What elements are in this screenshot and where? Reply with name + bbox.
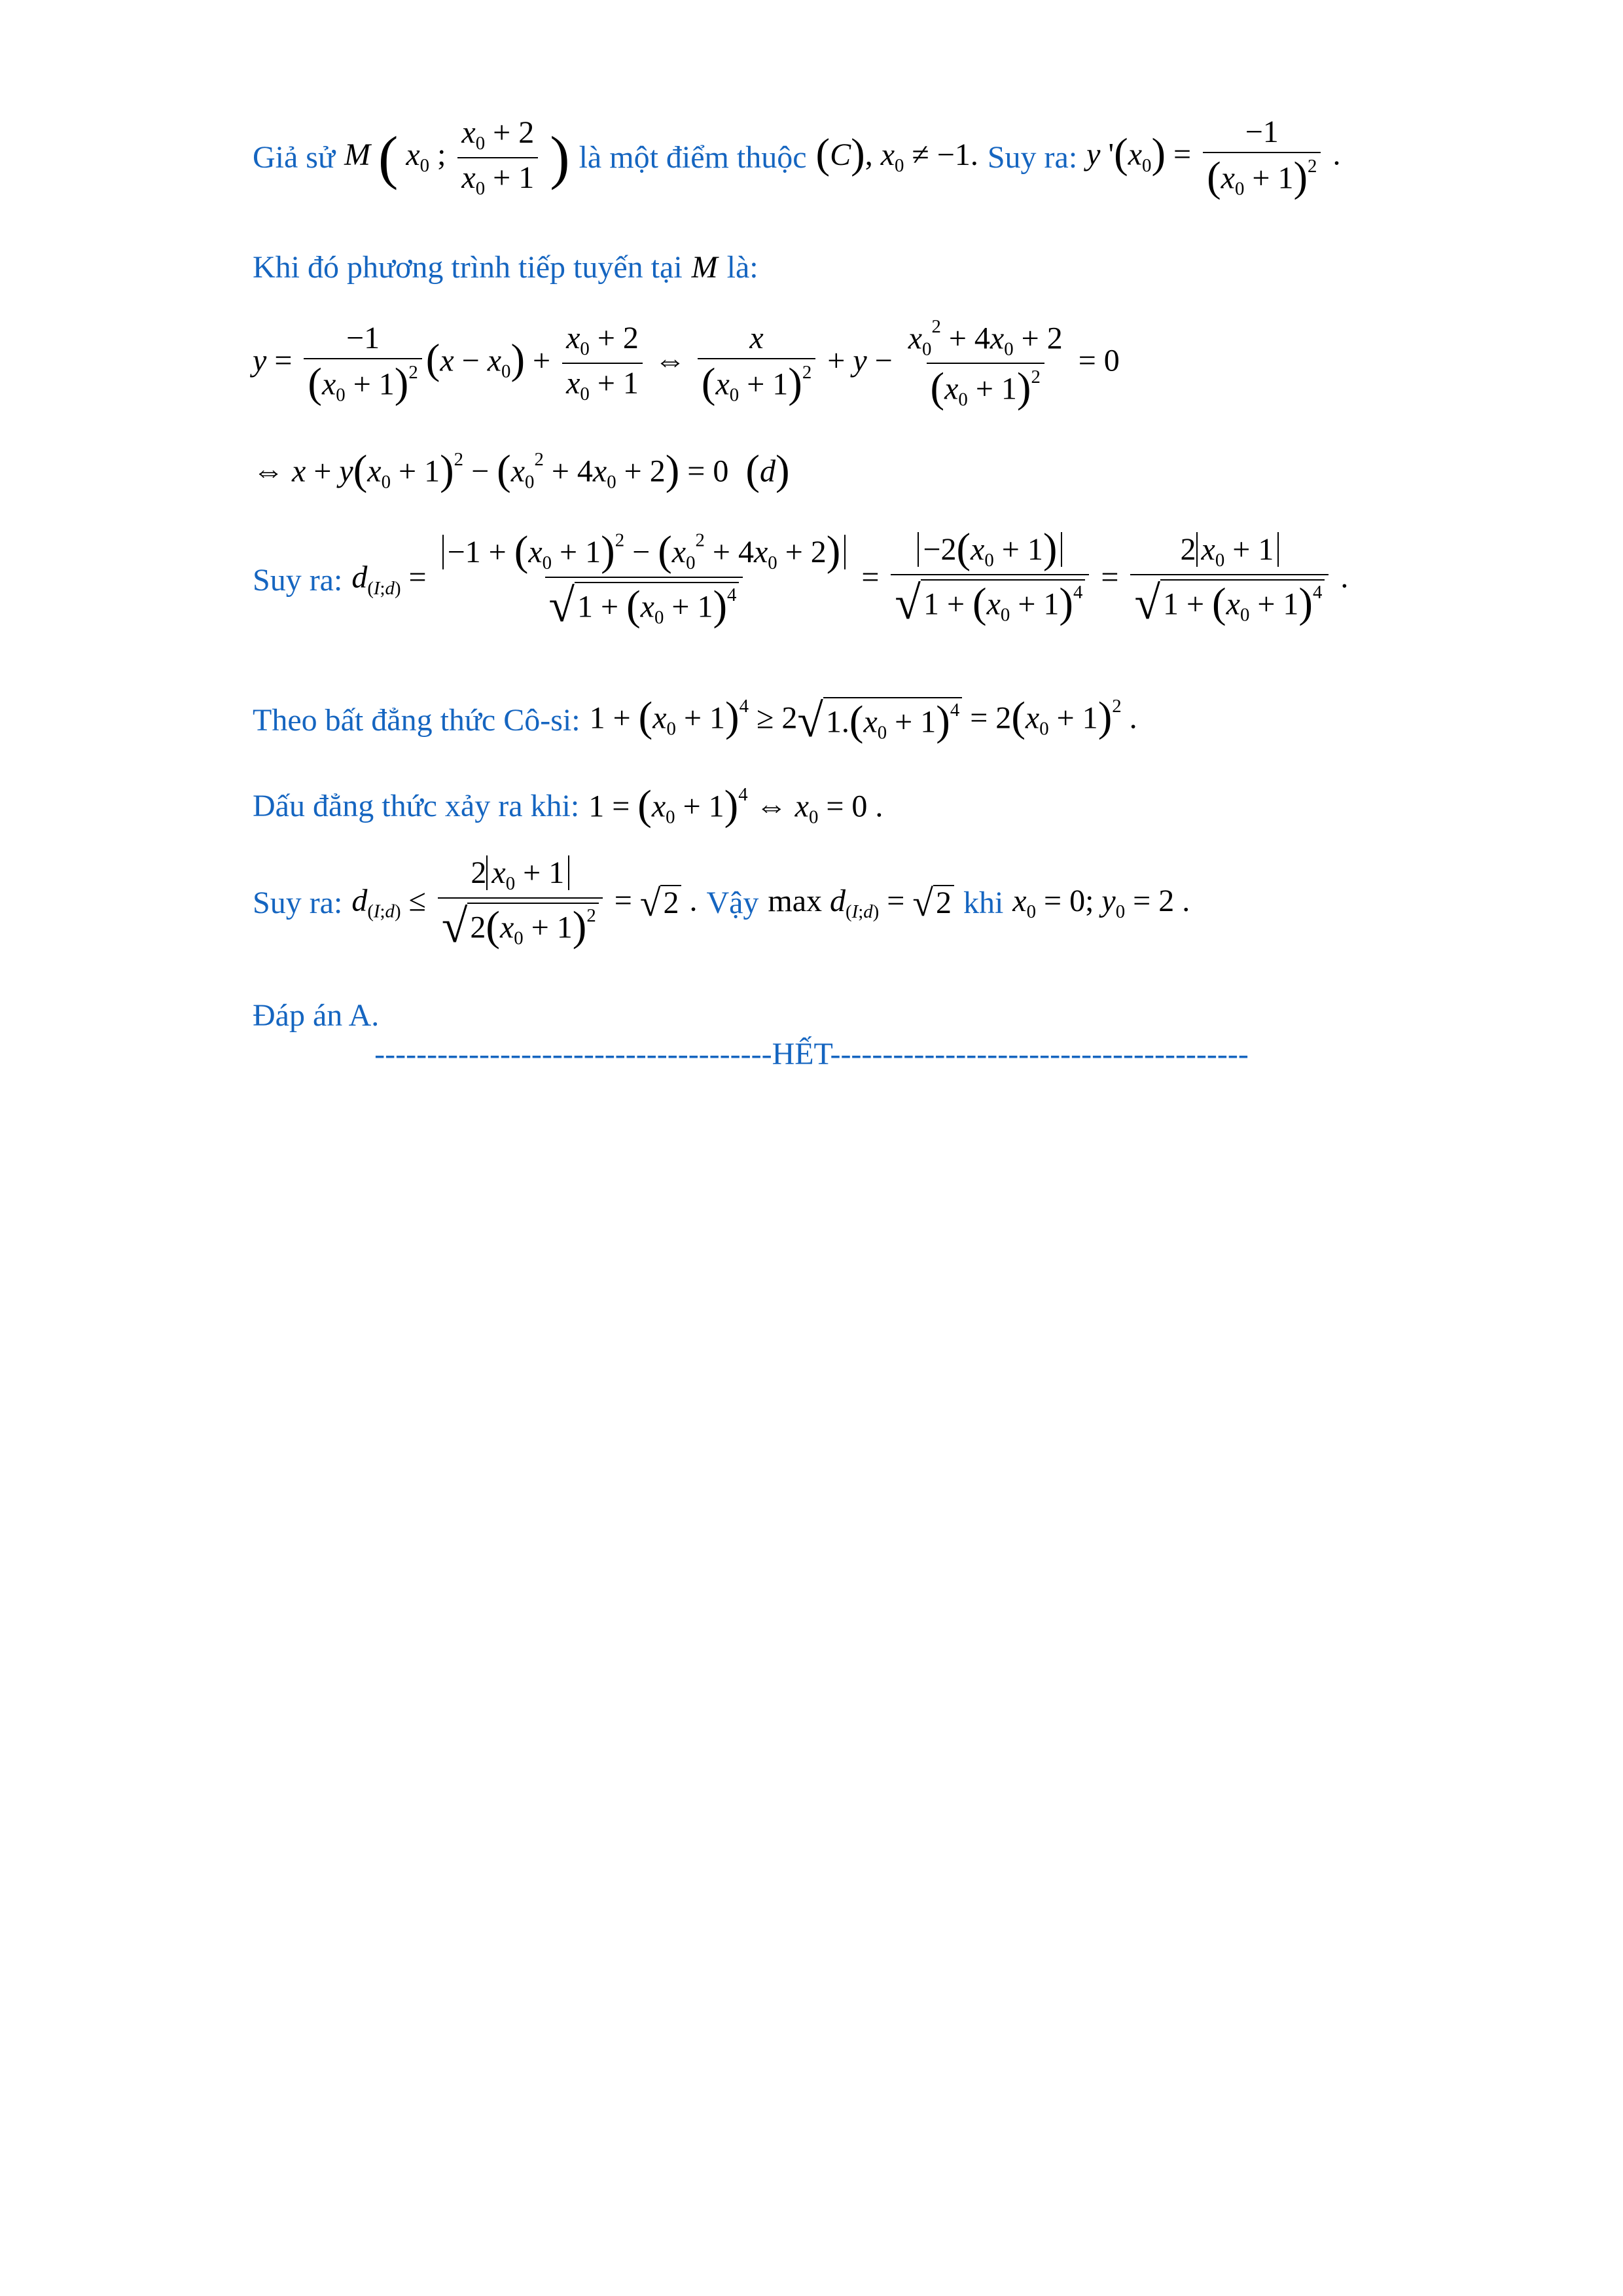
line-5 (253, 525, 1349, 632)
end-separator: --------------------------------------HẾT---------------------------------------- (374, 1037, 1249, 1071)
line-8-text-c: khi (963, 886, 1004, 921)
formula-line-d: ⇔ $x + y(x_0 + 1)^2 - (x_0^2 + 4x_0 + 2) = 0$ (d) (253, 446, 790, 494)
formula-equality: $1 = (x_0 + 1)^4$ ⇔ $x_0 = 0$ . (588, 781, 883, 829)
line-6 (253, 693, 1137, 747)
formula-curve-condition: (C), $x_0 \ne -1$. (815, 130, 978, 178)
formula-max: $\max d_{(I;d)}$ = √ 2 (768, 885, 954, 923)
line-8-text-a: Suy ra: (253, 886, 343, 921)
line-2-text-b: là: (726, 250, 758, 285)
line-8-text-b: Vậy (706, 886, 759, 921)
line-1 (253, 115, 1341, 201)
formula-distance: $d_{(I;d)}$ = $-1 + (x_0 + 1)^2 - (x_0^2 + 4x_0 + 2)$ √ $1 + (x_0 + 1)^4$ = $-2(x_0 + 1)$ √ $1 + (x_0 + 1)^4$ = 2 $x_0 + 1$ √ $1 + (x_0 + 1)^4$ . (351, 525, 1349, 632)
answer-text: Đáp án A. (253, 998, 380, 1033)
line-1-text-b: là một điểm thuộc (579, 139, 807, 175)
line-2 (253, 252, 758, 283)
line-5-text: Suy ra: (253, 562, 343, 598)
line-7-text: Dấu đẳng thức xảy ra khi: (253, 788, 580, 823)
formula-derivative: y '$(x_0)$ = $\frac{-1}{(x_0 + 1)^2}$ . (1086, 115, 1341, 201)
line-2-text-a: Khi đó phương trình tiếp tuyến tại (253, 250, 683, 285)
formula-bound: $d_{(I;d)}$ ≤ 2 $x_0 + 1$ √ $2(x_0 + 1)^2$ = √ 2 . (351, 855, 698, 952)
symbol-m: M (691, 250, 718, 285)
line-1-text-c: Suy ra: (987, 139, 1078, 175)
formula-point-m: M ( $x_0$ ; $\frac{x_0 + 2}{x_0 + 1}$ ) (344, 115, 570, 199)
line-6-text: Theo bất đẳng thức Cô-si: (253, 703, 580, 738)
formula-tangent-equation: y = $\frac{-1}{(x_0 + 1)^2}$ $(x - x_0)$ + $\frac{x_0 + 2}{x_0 + 1}$ ⇔ $\frac{x}{(x_0 + 1)^2}$ + y − $\frac{x_0^2 + 4x_0 + 2}{(x_0 + 1)^2}$ = 0 (253, 316, 1120, 412)
formula-point-values: $x_0 = 0$; $y_0 = 2$ . (1012, 884, 1190, 923)
line-8 (253, 857, 1190, 950)
line-7 (253, 781, 883, 829)
line-1-text-a: Giả sử (253, 139, 335, 175)
answer-line (253, 1000, 379, 1031)
formula-am-gm: $1 + (x_0 + 1)^4 \ge 2$ √ $1.(x_0 + 1)^4$ = $2(x_0 + 1)^2$ . (589, 693, 1137, 747)
